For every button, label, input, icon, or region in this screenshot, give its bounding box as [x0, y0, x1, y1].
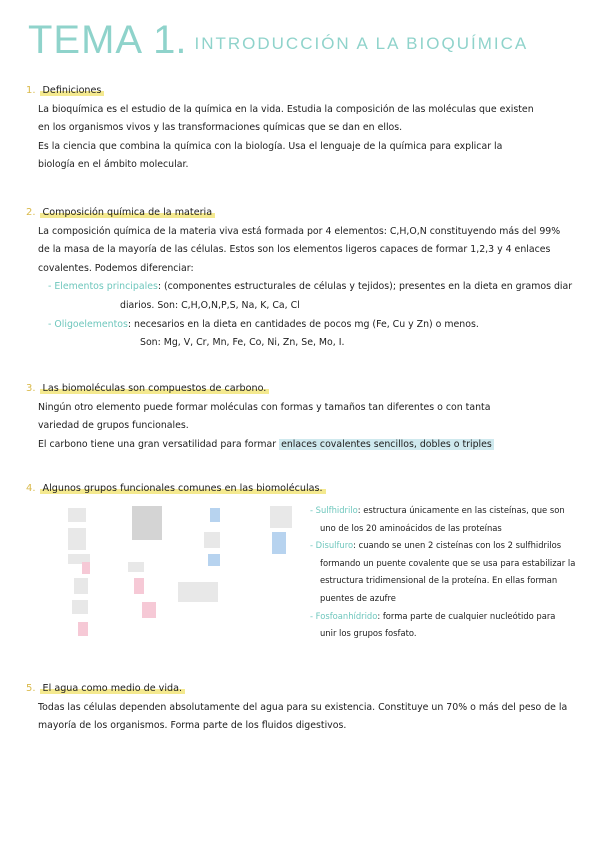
item-label: - Disulfuro [310, 540, 354, 551]
highlight-mark [208, 554, 220, 566]
highlighted-text: enlaces covalentes sencillos, dobles o triples [281, 438, 492, 450]
text-line: El carbono tiene una gran versatilidad para formar [38, 438, 280, 450]
structure-image [204, 532, 220, 548]
structure-image [178, 582, 218, 602]
highlight-mark [142, 602, 156, 618]
structure-image [68, 508, 86, 522]
structure-image [74, 578, 88, 594]
section-heading: El agua como medio de vida. [40, 683, 186, 694]
item-text: : estructura únicamente en las cisteínas, que son [357, 505, 565, 515]
text-line: La bioquímica es el estudio de la química en la vida. Estudia la composición de las moléculas que existen [38, 103, 534, 115]
text-line: Son: Mg, V, Cr, Mn, Fe, Co, Ni, Zn, Se, Mo, I. [140, 337, 345, 349]
text-line: Todas las células dependen absolutamente del agua para su existencia. Constituye un 70% o más del peso de la [38, 701, 568, 713]
section-heading: Algunos grupos funcionales comunes en las biomoléculas. [40, 483, 326, 494]
section-agua [26, 680, 567, 736]
text-line: Ningún otro elemento puede formar moléculas con formas y tamaños tan diferentes o con tanta [38, 401, 491, 413]
section-number: 5. [26, 683, 36, 694]
item-text: : cuando se unen 2 cisteínas con los 2 sulfhidrilos [353, 540, 562, 551]
structure-image [270, 506, 292, 528]
section-number: 2. [26, 207, 36, 218]
page-title [28, 18, 528, 62]
text-line: Es la ciencia que combina la química con la biología. Usa el lenguaje de la química para explicar la [38, 140, 503, 152]
section-heading: Composición química de la materia [40, 207, 216, 218]
title-tema: TEMA [28, 18, 144, 62]
highlight-mark [272, 532, 286, 554]
text-line: biología en el ámbito molecular. [38, 159, 189, 171]
ring-structure-image [132, 506, 162, 540]
highlight-mark [134, 578, 144, 594]
highlight-mark [82, 562, 90, 574]
item-text: formando un puente covalente que se usa para estabilizar la [320, 557, 576, 568]
section-biomoleculas [26, 380, 494, 454]
item-label: - Fosfoanhídrido [310, 610, 378, 621]
item-text: : forma parte de cualquier nucleótido para [377, 610, 556, 621]
structure-image [68, 528, 86, 550]
item-label: - Sulfhidrilo [310, 505, 358, 515]
item-text: estructura tridimensional de la proteína. En ellas forman [320, 575, 558, 586]
bullet-text: : necesarios en la dieta en cantidades de pocos mg (Fe, Cu y Zn) o menos. [127, 318, 479, 330]
section-grupos-heading [26, 480, 326, 499]
section-number: 4. [26, 483, 36, 494]
item-text: uno de los 20 aminoácidos de las proteínas [320, 522, 502, 533]
bullet-label: - Oligoelementos [48, 318, 128, 330]
title-number: 1. [153, 18, 187, 62]
highlight-mark [210, 508, 220, 522]
structure-image [128, 562, 144, 572]
item-text: unir los grupos fosfato. [320, 628, 417, 639]
section-composicion [26, 204, 572, 353]
bullet-label: - Elementos principales [48, 281, 158, 293]
section-number: 3. [26, 383, 36, 394]
section-number: 1. [26, 85, 36, 96]
functional-groups-figure [38, 502, 300, 662]
item-text: puentes de azufre [320, 592, 396, 603]
title-subtitle: INTRODUCCIÓN A LA BIOQUÍMICA [194, 34, 529, 53]
structure-image [72, 600, 88, 614]
text-line: La composición química de la materia viva está formada por 4 elementos: C,H,O,N constituyendo más del 99% [38, 225, 561, 237]
text-line: mayoría de los organismos. Forma parte de los fluidos digestivos. [38, 720, 347, 732]
text-line: covalentes. Podemos diferenciar: [38, 262, 194, 274]
section-heading: Definiciones [40, 85, 105, 96]
functional-groups-notes [310, 502, 576, 643]
text-line: de la masa de la mayoría de las células. Estos son los elementos ligeros capaces de formar 1,2,3 y 4 enlaces [38, 244, 551, 256]
section-definiciones [26, 82, 534, 175]
highlight-mark [78, 622, 88, 636]
bullet-text: : (componentes estructurales de células y tejidos); presentes en la dieta en gramos diar [157, 281, 573, 293]
text-line: en los organismos vivos y las transformaciones químicas que se dan en ellos. [38, 122, 403, 134]
text-line: diarios. Son: C,H,O,N,P,S, Na, K, Ca, Cl [120, 299, 300, 311]
text-line: variedad de grupos funcionales. [38, 420, 189, 432]
section-heading: Las biomoléculas son compuestos de carbono. [40, 383, 270, 394]
